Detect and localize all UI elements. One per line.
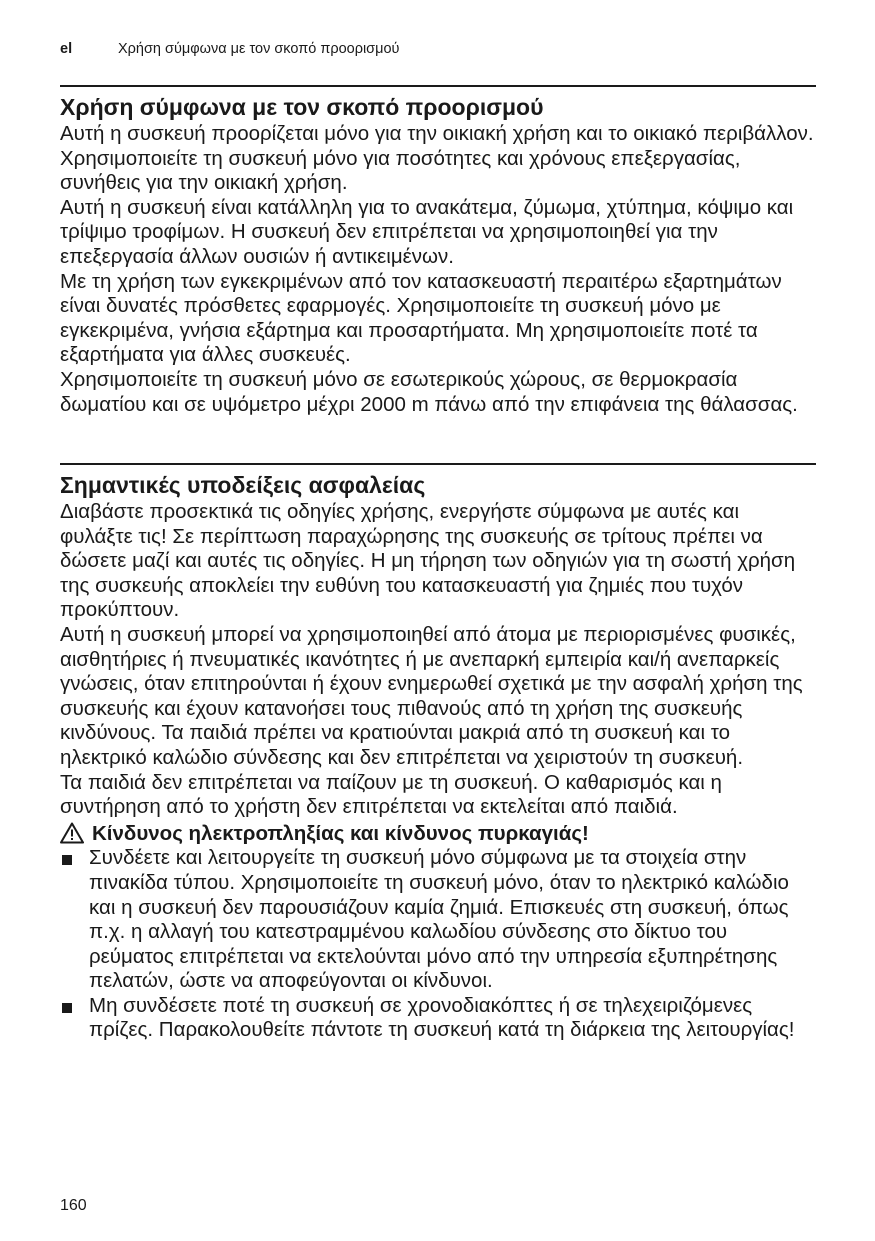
paragraph: Με τη χρήση των εγκεκριμένων από τον κατασκευαστή περαιτέρω εξαρτημάτων είναι δυνατές πρόσθετες εφαρμογές. Χρησιμοποιείτε τη συσκευή μόνο με εγκεκριμένα, γνήσια εξάρτημα και προσαρτήματα. Μη χρησιμοποιείτε ποτέ τα εξαρτήματα για άλλες συσκευές. [60,269,782,367]
paragraph: Διαβάστε προσεκτικά τις οδηγίες χρήσης, ενεργήστε σύμφωνα με αυτές και φυλάξτε τις! Σε περίπτωση παραχώρησης της συσκευής σε τρίτους πρέπει να δώσετε μαζί και αυτές τις οδηγίες. Η μη τήρηση των οδηγιών για τη σωστή χρήση της συσκευής αποκλείει την ευθύνη του κατασκευαστή για ζημιές που τυχόν προκύπτουν. [60,500,796,622]
list-item-text: Μη συνδέσετε ποτέ τη συσκευή σε χρονοδιακόπτες ή σε τηλεχειριζόμενες πρίζες. Παρακολουθείτε πάντοτε τη συσκευή κατά τη διάρκεια της λειτουργίας! [89,993,795,1042]
section-body [60,500,816,820]
warning-heading [60,822,816,847]
section-body [60,122,816,417]
list-item-text: Συνδέετε και λειτουργείτε τη συσκευή μόνο σύμφωνα με τα στοιχεία στην πινακίδα τύπου. Χρησιμοποιείτε τη συσκευή μόνο, όταν το ηλεκτρικό καλώδιο και η συσκευή δεν παρουσιάζουν καμία ζημιά. Επισκευές στη συσκευή, όπως π.χ. η αλλαγή του κατεστραμμένου καλωδίου σύνδεσης στο δίκτυο του ρεύματος επιτρέπεται να εκτελούνται μόνο από την υπηρεσία εξυπηρέτησης πελατών, ώστε να αποφεύγονται οι κίνδυνοι. [89,846,789,993]
paragraph: Τα παιδιά δεν επιτρέπεται να παίζουν με τη συσκευή. Ο καθαρισμός και η συντήρηση από το χρήστη δεν επιτρέπεται να εκτελείται από παιδιά. [60,770,722,819]
language-code: el [60,41,73,57]
paragraph: Χρησιμοποιείτε τη συσκευή μόνο σε εσωτερικούς χώρους, σε θερμοκρασία δωματίου και σε υψόμετρο μέχρι 2000 m πάνω από την επιφάνεια της θάλασσας. [60,367,798,416]
section-title: Σημαντικές υποδείξεις ασφαλείας [60,472,426,498]
section-intended-use [60,85,816,417]
warning-title: Κίνδυνος ηλεκτροπληξίας και κίνδυνος πυρκαγιάς! [92,821,589,845]
bullet-square-icon [62,1003,72,1013]
paragraph: Αυτή η συσκευή είναι κατάλληλη για το ανακάτεμα, ζύμωμα, χτύπημα, κόψιμο και τρίψιμο τροφίμων. Η συσκευή δεν επιτρέπεται να χρησιμοποιηθεί για την επεξεργασία άλλων ουσιών ή αντικειμένων. [60,195,794,268]
list-item [60,846,816,994]
section-safety-instructions [60,463,816,1043]
bullet-square-icon [62,855,72,865]
page-number: 160 [60,1197,87,1214]
warning-triangle-icon [60,822,84,844]
list-item [60,994,816,1043]
paragraph: Αυτή η συσκευή μπορεί να χρησιμοποιηθεί από άτομα με περιορισμένες φυσικές, αισθητήριες ή πνευματικές ικανότητες ή με ανεπαρκή εμπειρία και/ή ανεπαρκείς γνώσεις, όταν επιτηρούνται ή έχουν ενημερωθεί σχετικά με την ασφαλή χρήση της συσκευής και έχουν κατανοήσει τους πιθανούς από τη χρήση της συσκευής κινδύνους. Τα παιδιά πρέπει να κρατιούνται μακριά από τη συσκευή και το ηλεκτρικό καλώδιο σύνδεσης και δεν επιτρέπεται να χειριστούν τη συσκευή. [60,622,803,769]
running-header [60,40,399,58]
paragraph: Αυτή η συσκευή προορίζεται μόνο για την οικιακή χρήση και το οικιακό περιβάλλον. Χρησιμοποιείτε τη συσκευή μόνο για ποσότητες και χρόνους επεξεργασίας, συνήθεις για την οικιακή χρήση. [60,122,814,195]
running-header-title: Χρήση σύμφωνα με τον σκοπό προορισμού [118,41,400,57]
warning-list [60,846,816,1043]
section-title: Χρήση σύμφωνα με τον σκοπό προορισμού [60,94,544,120]
